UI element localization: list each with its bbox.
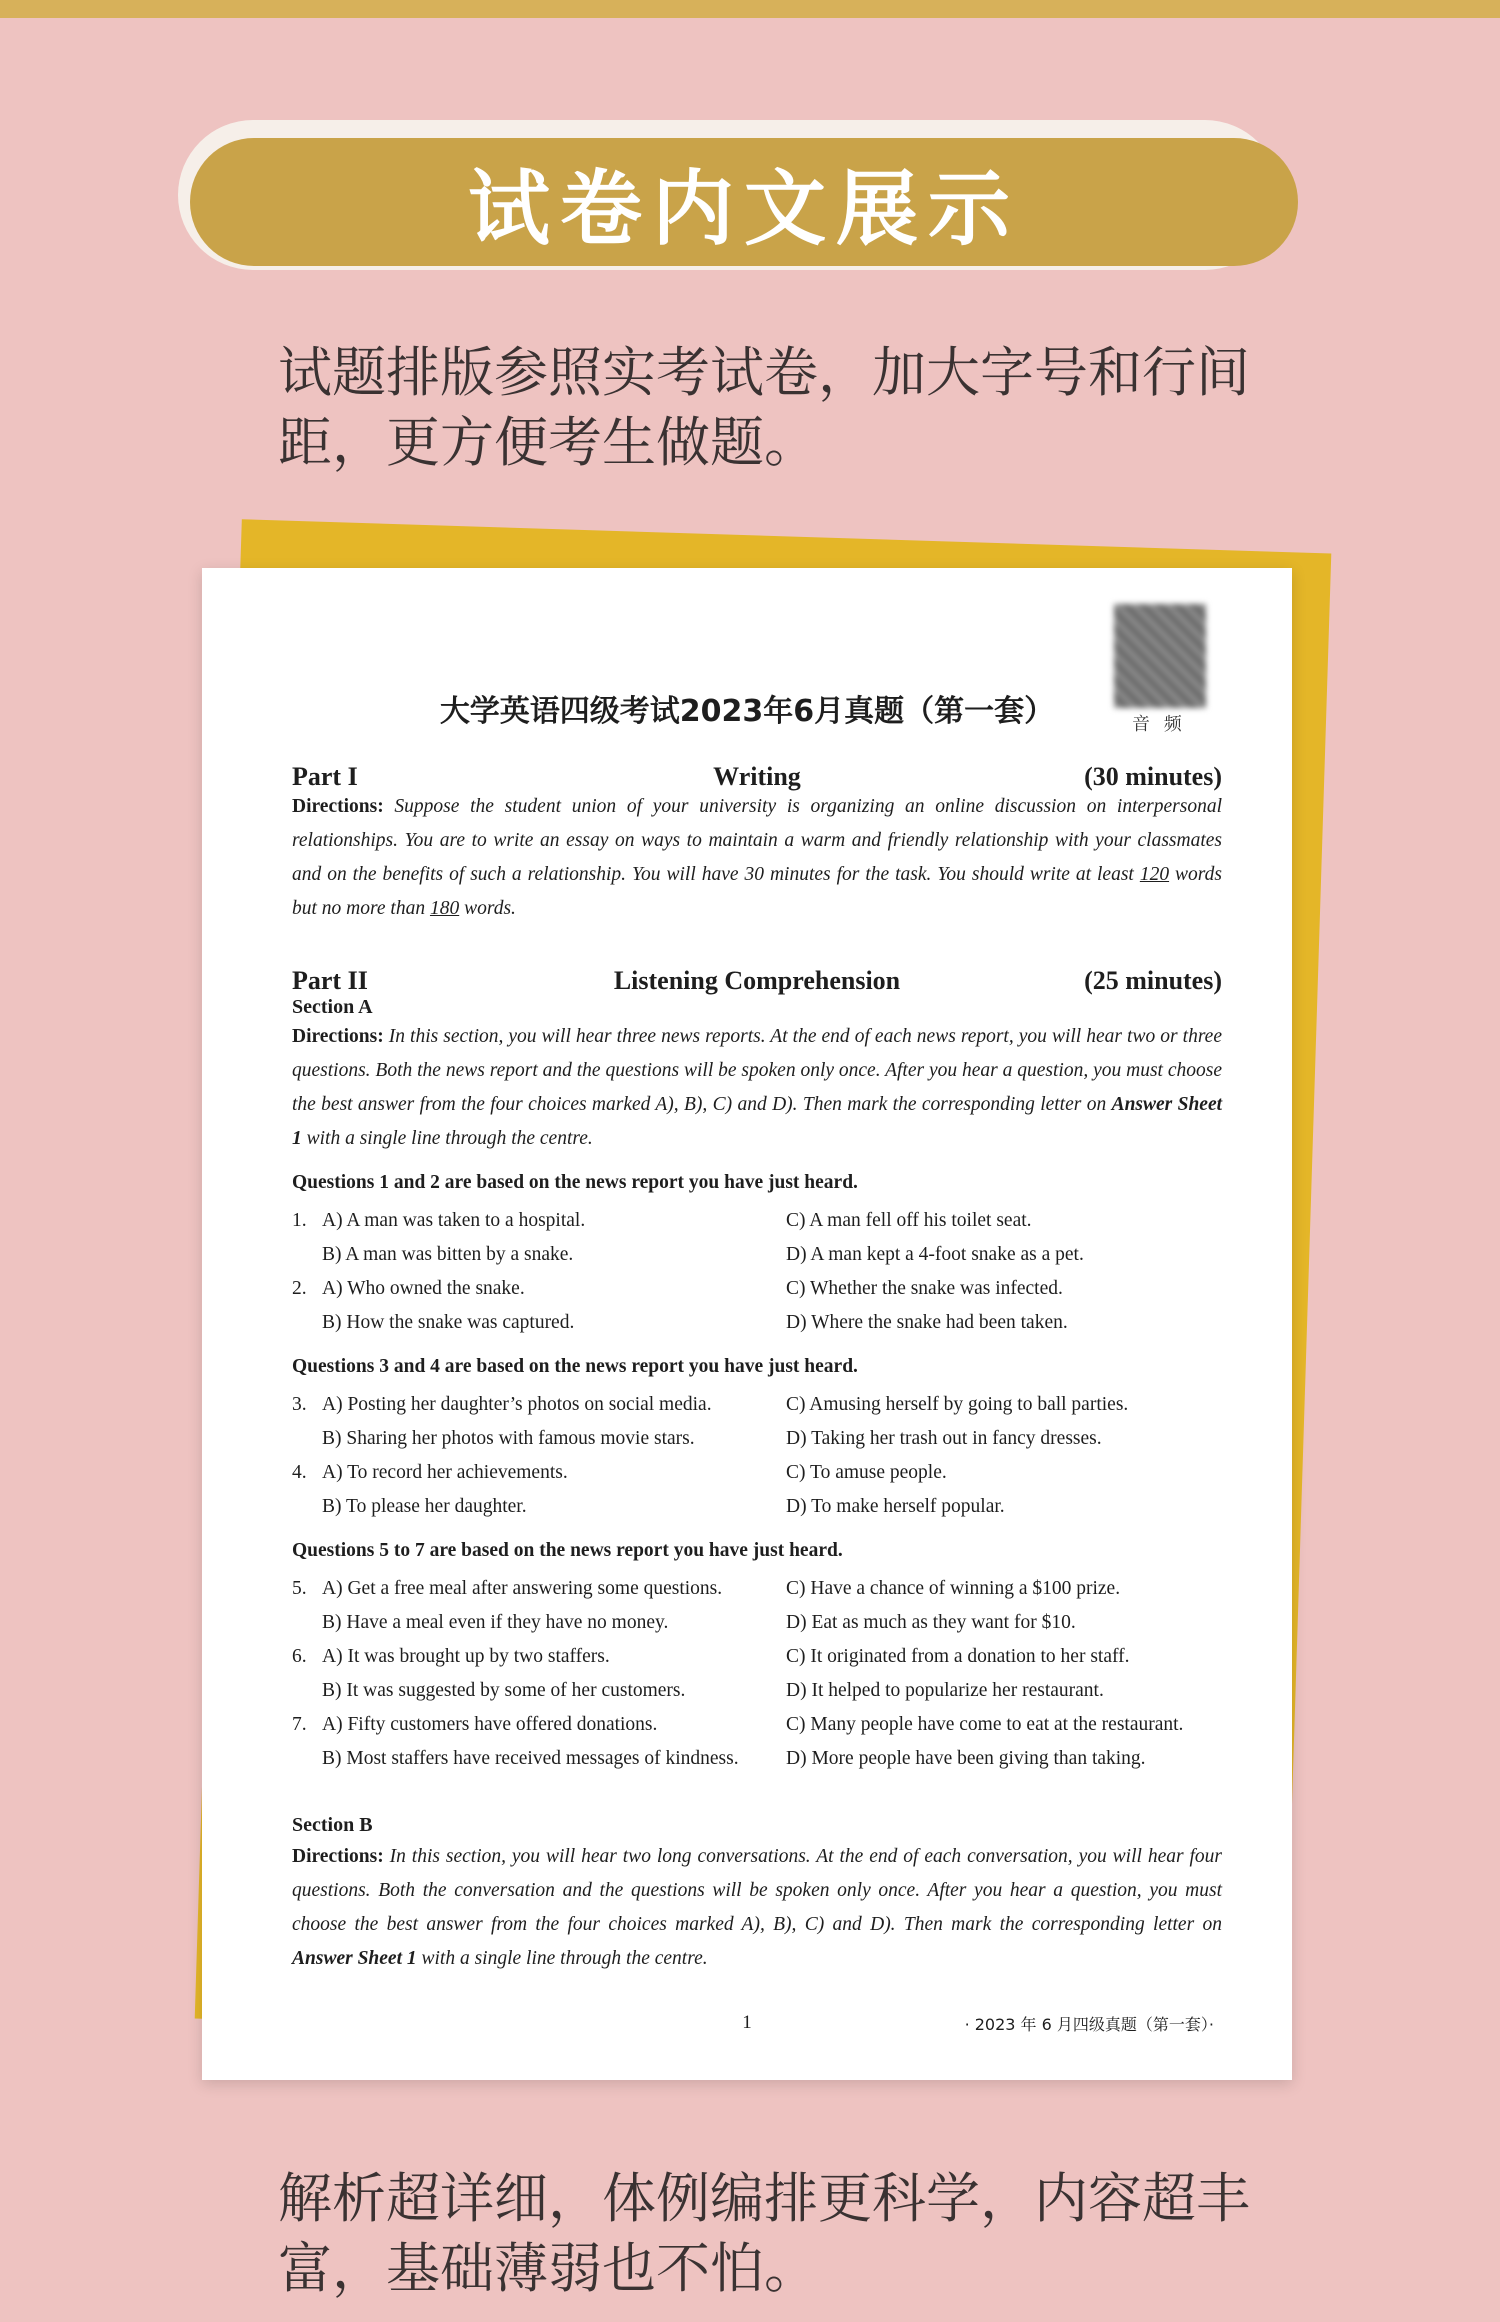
question-row	[292, 1606, 1222, 1640]
part1-name: Writing	[713, 762, 801, 791]
part1-label: Part I	[292, 762, 358, 791]
option-left: A) It was brought up by two staffers.	[322, 1646, 610, 1667]
option-right: D) Taking her trash out in fancy dresses.	[786, 1428, 1102, 1449]
top-strip	[0, 0, 1500, 18]
question-row	[292, 1572, 1222, 1606]
question-number: 3.	[292, 1394, 307, 1415]
option-right: D) A man kept a 4-foot snake as a pet.	[786, 1244, 1084, 1265]
question-number: 5.	[292, 1578, 307, 1599]
word-min: 120	[1139, 864, 1170, 885]
option-left: B) Have a meal even if they have no money.	[322, 1612, 669, 1633]
section-b-heading: Section B	[292, 1814, 373, 1836]
qr-label: 音 频	[1132, 714, 1186, 735]
word-max: 180	[429, 898, 460, 919]
question-row	[292, 1456, 1222, 1490]
paper-title: 大学英语四级考试2023年6月真题（第一套）	[439, 694, 1055, 729]
option-right: C) It originated from a donation to her staff.	[786, 1646, 1130, 1667]
option-right: C) Amusing herself by going to ball parties.	[786, 1394, 1129, 1415]
option-right: D) Eat as much as they want for $10.	[786, 1612, 1076, 1633]
directions-lead: Directions:	[292, 1026, 384, 1047]
answer-sheet-ref: Answer Sheet 1	[292, 1094, 1223, 1149]
part1-time: (30 minutes)	[1084, 762, 1222, 791]
part2-time: (25 minutes)	[1084, 966, 1222, 995]
option-right: C) Many people have come to eat at the restaurant.	[786, 1714, 1184, 1735]
question-row	[292, 1306, 1222, 1340]
title-banner	[190, 138, 1298, 266]
banner-title: 试卷内文展示	[467, 161, 1020, 257]
question-row	[292, 1708, 1222, 1742]
directions-lead: Directions:	[292, 796, 384, 817]
section-b-directions	[292, 1840, 1222, 1976]
part2-directions	[292, 1020, 1222, 1156]
question-row	[292, 1388, 1222, 1422]
option-right: C) A man fell off his toilet seat.	[786, 1210, 1032, 1231]
question-row	[292, 1674, 1222, 1708]
part2-heading	[292, 966, 1222, 996]
answer-sheet-ref: Answer Sheet 1	[292, 1948, 417, 1969]
option-right: C) Whether the snake was infected.	[786, 1278, 1063, 1299]
page-number: 1	[742, 2012, 752, 2033]
option-left: A) A man was taken to a hospital.	[322, 1210, 586, 1231]
question-group-heading: Questions 3 and 4 are based on the news report you have just heard.	[292, 1356, 858, 1377]
option-left: B) To please her daughter.	[322, 1496, 527, 1517]
option-left: B) How the snake was captured.	[322, 1312, 575, 1333]
option-left: A) Who owned the snake.	[322, 1278, 525, 1299]
question-number: 7.	[292, 1714, 307, 1735]
exam-paper	[202, 568, 1292, 2080]
question-row	[292, 1204, 1222, 1238]
option-right: D) Where the snake had been taken.	[786, 1312, 1068, 1333]
question-row	[292, 1490, 1222, 1524]
question-row	[292, 1272, 1222, 1306]
question-row	[292, 1238, 1222, 1272]
part1-directions	[292, 790, 1222, 926]
directions-text: with a single line through the centre.	[306, 1128, 593, 1149]
directions-text: words.	[464, 898, 516, 919]
question-number: 6.	[292, 1646, 307, 1667]
option-right: D) To make herself popular.	[786, 1496, 1005, 1517]
part2-label: Part II	[292, 966, 368, 995]
caption-top: 试题排版参照实考试卷，加大字号和行间距，更方便考生做题。	[278, 341, 1250, 474]
question-number: 2.	[292, 1278, 307, 1299]
page-footer: · 2023 年 6 月四级真题（第一套）·	[964, 2015, 1214, 2034]
section-a-heading: Section A	[292, 996, 373, 1018]
directions-text: words but no more than	[292, 864, 1223, 919]
question-group-heading: Questions 5 to 7 are based on the news report you have just heard.	[292, 1540, 843, 1561]
part2-name: Listening Comprehension	[613, 966, 901, 995]
option-right: D) More people have been giving than taking.	[786, 1748, 1146, 1769]
directions-text: Suppose the student union of your university is organizing an online discussion on interpersonal relationships. You are to write an essay on ways to maintain a warm and friendly relationship with your classmates and on the benefits of such a relationship. You will have 30 minutes for the task. You should write at least	[292, 796, 1222, 885]
option-left: B) It was suggested by some of her customers.	[322, 1680, 686, 1701]
option-left: A) Get a free meal after answering some questions.	[322, 1578, 723, 1599]
question-number: 1.	[292, 1210, 307, 1231]
directions-text: with a single line through the centre.	[421, 1948, 708, 1969]
option-left: B) A man was bitten by a snake.	[322, 1244, 574, 1265]
caption-bottom: 解析超详细，体例编排更科学，内容超丰富，基础薄弱也不怕。	[278, 2167, 1250, 2300]
option-right: C) To amuse people.	[786, 1462, 947, 1483]
directions-lead: Directions:	[292, 1846, 384, 1867]
option-left: A) To record her achievements.	[322, 1462, 568, 1483]
option-right: C) Have a chance of winning a $100 prize.	[786, 1578, 1121, 1599]
question-row	[292, 1422, 1222, 1456]
option-left: A) Posting her daughter’s photos on social media.	[322, 1394, 712, 1415]
option-right: D) It helped to popularize her restaurant.	[786, 1680, 1104, 1701]
question-row	[292, 1742, 1222, 1776]
directions-text: In this section, you will hear two long conversations. At the end of each conversation, you will hear four questions. Both the conversation and the questions will be spoken only once. After you hear a question, you must choose the best answer from the four choices marked A), B), C) and D). Then mark the corresponding letter on	[292, 1846, 1223, 1935]
option-left: A) Fifty customers have offered donations.	[322, 1714, 658, 1735]
question-row	[292, 1640, 1222, 1674]
directions-text: In this section, you will hear three news reports. At the end of each news report, you will hear two or three questions. Both the news report and the questions will be spoken only once. After you hear a question, you must choose the best answer from the four choices marked A), B), C) and D). Then mark the corresponding letter on	[292, 1026, 1222, 1115]
question-number: 4.	[292, 1462, 307, 1483]
question-group-heading: Questions 1 and 2 are based on the news report you have just heard.	[292, 1172, 858, 1193]
option-left: B) Sharing her photos with famous movie stars.	[322, 1428, 695, 1449]
part1-heading	[292, 762, 1222, 792]
option-left: B) Most staffers have received messages of kindness.	[322, 1748, 739, 1769]
